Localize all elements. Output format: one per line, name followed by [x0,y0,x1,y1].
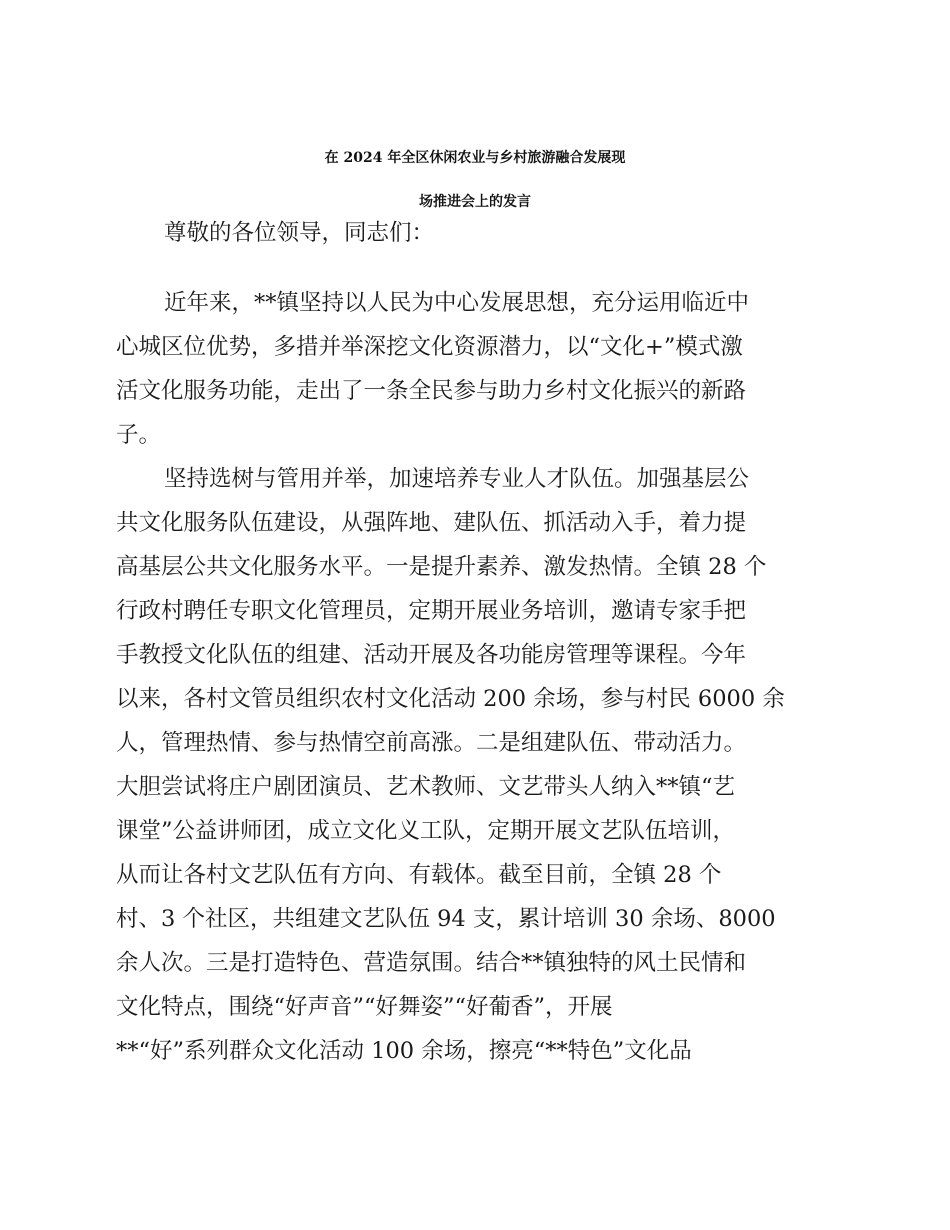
paragraph-2-line-2: 共文化服务队伍建设，从强阵地、建队伍、抓活动入手，着力提 [116,510,747,536]
salutation: 尊敬的各位领导，同志们： [164,220,435,246]
paragraph-1-line-4: 子。 [116,422,162,448]
paragraph-2-line-11: 村、3 个社区，共组建文艺队伍 94 支，累计培训 30 余场、8000 [116,906,776,932]
paragraph-2-line-7: 人，管理热情、参与热情空前高涨。二是组建队伍、带动活力。 [116,730,747,756]
paragraph-2-line-12: 余人次。三是打造特色、营造氛围。结合**镇独特的风土民情和 [116,950,747,976]
paragraph-2-line-8: 大胆尝试将庄户剧团演员、艺术教师、文艺带头人纳入**镇“艺 [116,774,736,800]
paragraph-1-line-2: 心城区位优势，多措并举深挖文化资源潜力，以“文化+”模式激 [116,334,743,360]
document-title-line-2: 场推进会上的发言 [419,194,531,210]
paragraph-2-line-5: 手教授文化队伍的组建、活动开展及各功能房管理等课程。今年 [116,642,747,668]
paragraph-2-line-13: 文化特点，围绕“好声音”“好舞姿”“好葡香”，开展 [116,994,613,1020]
paragraph-2-line-3: 高基层公共文化服务水平。一是提升素养、激发热情。全镇 28 个 [116,554,767,580]
paragraph-1-line-3: 活文化服务功能，走出了一条全民参与助力乡村文化振兴的新路 [116,378,747,404]
paragraph-2-line-9: 课堂”公益讲师团，成立文化义工队，定期开展文艺队伍培训， [116,818,736,844]
paragraph-2-line-4: 行政村聘任专职文化管理员，定期开展业务培训，邀请专家手把 [116,598,747,624]
document-title-line-1: 在 2024 年全区休闲农业与乡村旅游融合发展现 [324,150,626,166]
paragraph-2-line-10: 从而让各村文艺队伍有方向、有载体。截至目前，全镇 28 个 [116,862,722,888]
paragraph-2-line-1: 坚持选树与管用并举，加速培养专业人才队伍。加强基层公 [164,466,750,492]
paragraph-2-line-14: **“好”系列群众文化活动 100 余场，擦亮“**特色”文化品 [116,1038,692,1064]
paragraph-1-line-1: 近年来，**镇坚持以人民为中心发展思想，充分运用临近中 [164,290,750,316]
paragraph-2-line-6: 以来，各村文管员组织农村文化活动 200 余场，参与村民 6000 余 [116,686,785,712]
